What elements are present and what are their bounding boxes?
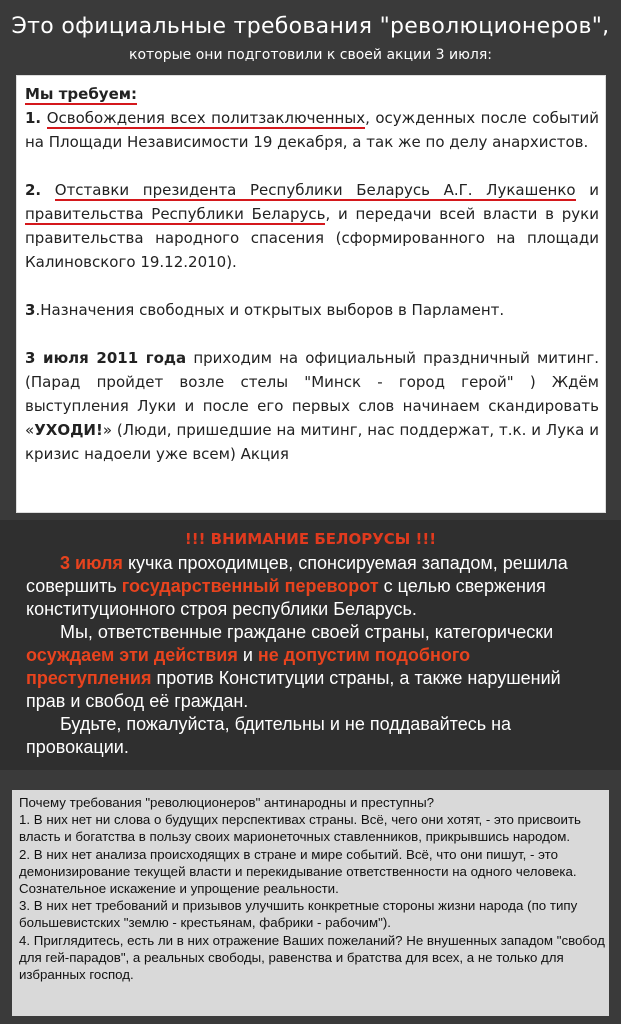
demand-2-and: и [575,181,599,199]
demands-document [16,75,606,513]
warning-paragraph-3: Будьте, пожалуйста, бдительны и не поддавайтесь на провокации. [26,714,512,757]
demand-3-number: 3 [25,301,36,319]
warning-text: и [237,645,258,665]
demand-2-text: , и передачи всей власти в руки правительства народного спасения (сформированного на площади Калиновского 19.12.2010). [25,205,599,271]
warning-heading: !!! ВНИМАНИЕ БЕЛОРУСЫ !!! [184,530,437,548]
demand-2-highlight-a: Отставки президента Республики Беларусь А.Г. Лукашенко [54,181,576,199]
explanation-point-2: 2. В них нет анализа происходящих в стране и мире событий. Всё, что они пишут, - это демонизирование текущей власти и перекидывание ответственности на одного человека. Сознательное искажение и упрощение реальности. [19,846,577,897]
action-date: 3 июля 2011 года [25,349,187,367]
warning-paragraph-1 [26,552,600,621]
demand-2-highlight-b: правительства Республики Беларусь [25,205,326,223]
demand-1-text: , осужденных после событий на Площади Независимости 19 декабря, а так же по делу анархистов. [25,109,599,151]
explanation-panel [12,790,609,1016]
explanation-point-4: 4. Приглядитесь, есть ли в них отражение Ваших пожеланий? Не внушенных западом "свобод для гей-парадов", а реальных свободы, равенства и братства для всех, а не только для избранных господ. [19,932,605,983]
demand-item-2 [25,178,599,274]
demand-1-number: 1. [25,109,42,127]
warning-condemn: осуждаем эти действия [26,645,238,665]
demands-text [25,82,599,466]
warning-coup: государственный переворот [121,576,379,596]
action-text-2: » (Люди, пришедшие на митинг, нас поддержат, т.к. и Лука и кризис надоели уже всем) Акция [25,421,599,463]
warning-section [0,520,621,770]
warning-text: с целью свержения конституционного строя республики Беларусь. [26,576,546,619]
explanation-question: Почему требования "революционеров" антинародны и преступны? [19,795,435,810]
demand-3-text: .Назначения свободных и открытых выборов в Парламент. [35,301,505,319]
warning-text: против Конституции страны, а также нарушений прав и свобод её граждан. [26,668,561,711]
demands-heading: Мы требуем: [25,85,138,103]
explanation-body [19,794,607,983]
warning-date: 3 июля [60,553,123,573]
warning-prevent: не допустим подобного преступления [26,645,471,688]
explanation-point-1: 1. В них нет ни слова о будущих перспективах страны. Всё, чего они хотят, - это присвоить власть и богатства в пользу своих марионеточных ставленников, прикрывшись народом. [19,812,581,845]
explanation-point-3: 3. В них нет требований и призывов улучшить конкретные стороны жизни народа (по типу большевистских "землю - крестьянам, фабрики - рабочим"). [19,898,578,931]
page-title: Это официальные требования "революционеров", [11,14,610,39]
warning-text: кучка проходимцев, спонсируемая западом, решила совершить [26,553,568,596]
action-paragraph [25,346,599,466]
action-text: приходим на официальный праздничный митинг. (Парад пройдет возле стелы "Минск - город герой" ) Ждём выступления Луки и после его первых слов начинаем скандировать « [25,349,599,439]
warning-text: Мы, ответственные граждане своей страны, категорически [60,622,554,642]
demand-item-3 [25,298,599,322]
demand-1-highlight: Освобождения всех политзаключенных [46,109,366,127]
warning-body [26,552,600,759]
action-slogan: УХОДИ! [34,421,103,439]
page-subtitle: которые они подготовили к своей акции 3 июля: [128,47,493,63]
demand-item-1 [25,106,599,154]
warning-paragraph-2 [26,621,600,713]
demand-2-number: 2. [25,181,42,199]
